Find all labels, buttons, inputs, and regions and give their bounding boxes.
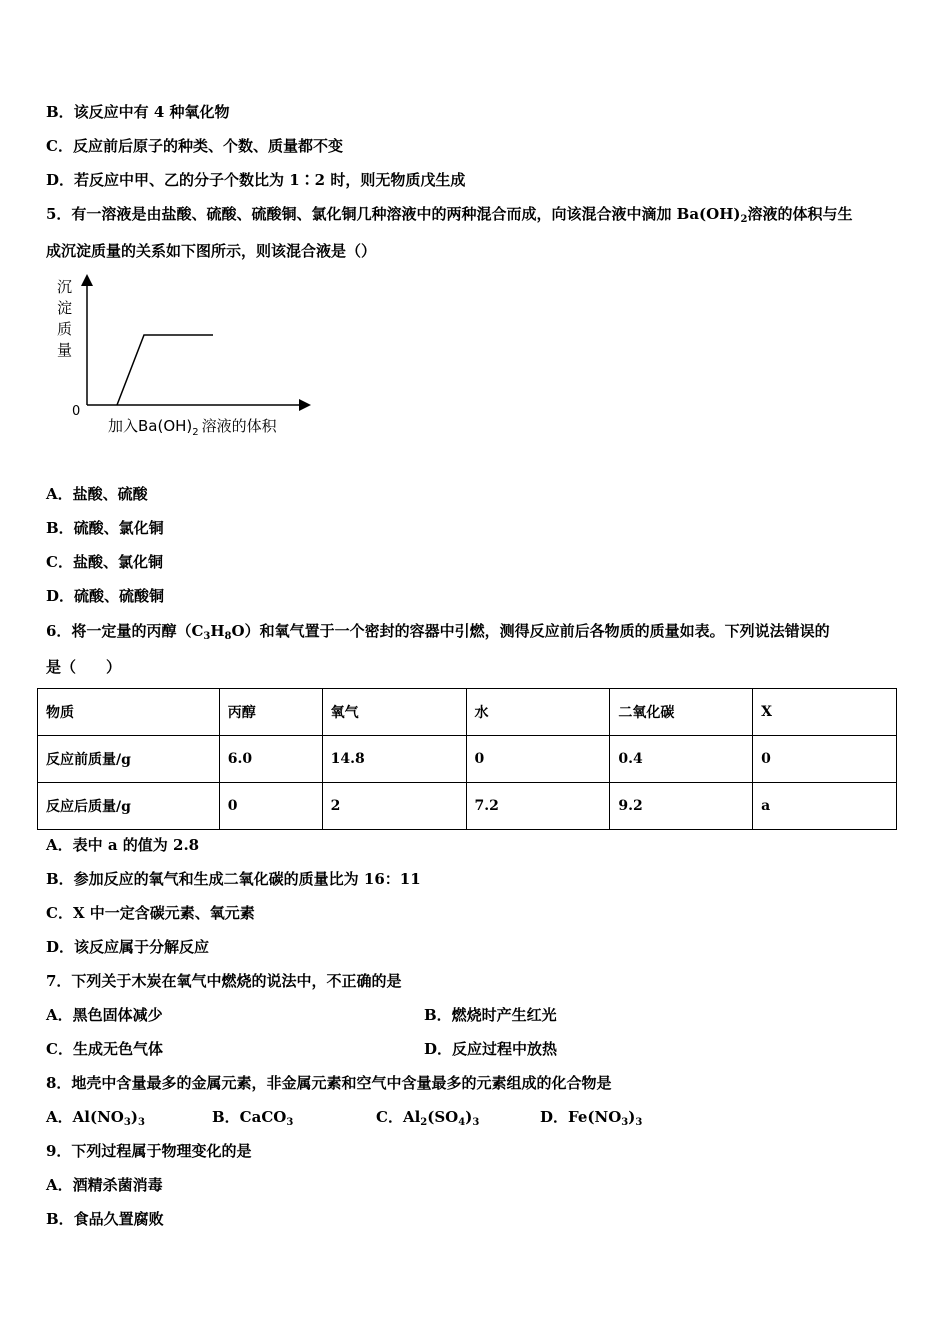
table-header-cell: 水 — [466, 689, 610, 736]
table-row — [38, 736, 897, 783]
q6-option-b: B．参加反应的氧气和生成二氧化碳的质量比为 16：11 — [46, 870, 421, 888]
q8-a-text-1: A．Al(NO — [46, 1108, 124, 1126]
q5-option-c: C．盐酸、氯化铜 — [46, 553, 163, 571]
q5-graph-y-label-3: 质 — [57, 320, 73, 338]
q6-option-a: A．表中 a 的值为 2.8 — [46, 836, 200, 854]
q9-option-b: B．食品久置腐败 — [46, 1210, 164, 1228]
q4-option-c: C．反应前后原子的种类、个数、质量都不变 — [46, 137, 343, 155]
table-cell: 0.4 — [610, 736, 753, 783]
q6-option-d: D．该反应属于分解反应 — [46, 938, 210, 956]
q6-stem-line1 — [46, 621, 830, 647]
q9-stem: 9．下列过程属于物理变化的是 — [46, 1142, 252, 1160]
q9-option-a: A．酒精杀菌消毒 — [46, 1176, 163, 1194]
q8-a-sub-1: 3 — [123, 1117, 131, 1128]
q8-c-sub-1: 2 — [420, 1117, 428, 1128]
q6-stem-text-h: H — [210, 622, 225, 640]
table-header-cell: X — [753, 689, 897, 736]
q8-stem: 8．地壳中含量最多的金属元素，非金属元素和空气中含量最多的元素组成的化合物是 — [46, 1074, 612, 1092]
q8-d-sub-2: 3 — [635, 1117, 643, 1128]
q8-d-text-1: D．Fe(NO — [540, 1108, 622, 1126]
table-cell: 0 — [219, 783, 322, 830]
q5-stem-line2: 成沉淀质量的关系如下图所示，则该混合液是（） — [46, 242, 377, 260]
q8-c-text-2: (SO — [427, 1108, 459, 1126]
table-header-cell: 物质 — [38, 689, 220, 736]
table-cell: 反应前质量/g — [38, 736, 220, 783]
q7-option-a: A．黑色固体减少 — [46, 1006, 163, 1024]
q4-option-b: B．该反应中有 4 种氧化物 — [46, 103, 230, 121]
q5-stem-subscript: 2 — [740, 214, 748, 225]
q5-graph-y-label-4: 量 — [57, 341, 73, 359]
q8-b-sub: 3 — [286, 1117, 294, 1128]
q6-option-c: C．X 中一定含碳元素、氧元素 — [46, 904, 255, 922]
q5-stem-text-b: 溶液的体积与生 — [747, 205, 853, 223]
q6-stem-sub-1: 3 — [203, 631, 211, 642]
q6-stem-sub-2: 8 — [224, 631, 232, 642]
q8-option-c — [376, 1107, 479, 1133]
table-row — [38, 783, 897, 830]
q8-c-sub-2: 4 — [458, 1117, 466, 1128]
q5-graph-y-label-2: 淀 — [57, 299, 73, 317]
q6-stem-text-b: O）和氧气置于一个密封的容器中引燃，测得反应前后各物质的质量如表。下列说法错误的 — [231, 622, 830, 640]
table-cell: a — [753, 783, 897, 830]
q8-option-a — [46, 1107, 145, 1133]
q5-stem-text-a: 5．有一溶液是由盐酸、硫酸、硫酸铜、氯化铜几种溶液中的两种混合而成，向该混合液中滴加 Ba(OH) — [46, 205, 741, 223]
q5-option-d: D．硫酸、硫酸铜 — [46, 587, 165, 605]
table-cell: 9.2 — [610, 783, 753, 830]
q8-d-sub-1: 3 — [621, 1117, 629, 1128]
q5-graph-curve — [117, 335, 213, 405]
table-header-cell: 氧气 — [322, 689, 466, 736]
q7-option-row-1 — [46, 1005, 557, 1025]
q7-stem: 7．下列关于木炭在氧气中燃烧的说法中，不正确的是 — [46, 972, 402, 990]
table-cell: 7.2 — [466, 783, 610, 830]
table-cell: 反应后质量/g — [38, 783, 220, 830]
q7-option-d: D．反应过程中放热 — [424, 1040, 558, 1058]
q5-graph-y-label-1: 沉 — [57, 278, 73, 296]
q5-option-b: B．硫酸、氯化铜 — [46, 519, 164, 537]
table-cell: 0 — [466, 736, 610, 783]
q5-stem-line1 — [46, 204, 852, 230]
q8-a-sub-2: 3 — [137, 1117, 145, 1128]
q8-c-text-3: ) — [465, 1108, 473, 1126]
q7-option-b: B．燃烧时产生红光 — [424, 1006, 557, 1024]
q8-d-text-2: ) — [628, 1108, 636, 1126]
q7-option-c: C．生成无色气体 — [46, 1040, 163, 1058]
q8-a-text-2: ) — [130, 1108, 138, 1126]
q6-stem-line2: 是（ ） — [46, 658, 122, 676]
q5-option-a: A．盐酸、硫酸 — [46, 485, 148, 503]
table-header-row — [38, 689, 897, 736]
q5-graph-x-label-a: 加入Ba(OH) — [108, 417, 193, 435]
q5-graph-x-label-b: 溶液的体积 — [201, 417, 277, 435]
q5-graph-x-label — [108, 417, 278, 438]
q5-graph — [50, 268, 330, 453]
table-header-cell: 丙醇 — [219, 689, 322, 736]
q5-graph-x-label-sub: 2 — [192, 427, 199, 438]
q8-option-b — [212, 1107, 293, 1133]
table-cell: 14.8 — [322, 736, 466, 783]
q8-c-text-1: C．Al — [376, 1108, 421, 1126]
q4-option-d: D．若反应中甲、乙的分子个数比为 1∶2 时，则无物质戊生成 — [46, 171, 466, 189]
q5-graph-origin-label: 0 — [72, 404, 81, 419]
table-cell: 2 — [322, 783, 466, 830]
q6-stem-text-a: 6．将一定量的丙醇（C — [46, 622, 204, 640]
q8-option-d — [540, 1107, 642, 1133]
q7-option-row-2 — [46, 1039, 558, 1059]
q8-c-sub-3: 3 — [472, 1117, 480, 1128]
q8-b-text-1: B．CaCO — [212, 1108, 287, 1126]
table-cell: 6.0 — [219, 736, 322, 783]
table-header-cell: 二氧化碳 — [610, 689, 753, 736]
q6-mass-table — [37, 688, 897, 830]
table-cell: 0 — [753, 736, 897, 783]
